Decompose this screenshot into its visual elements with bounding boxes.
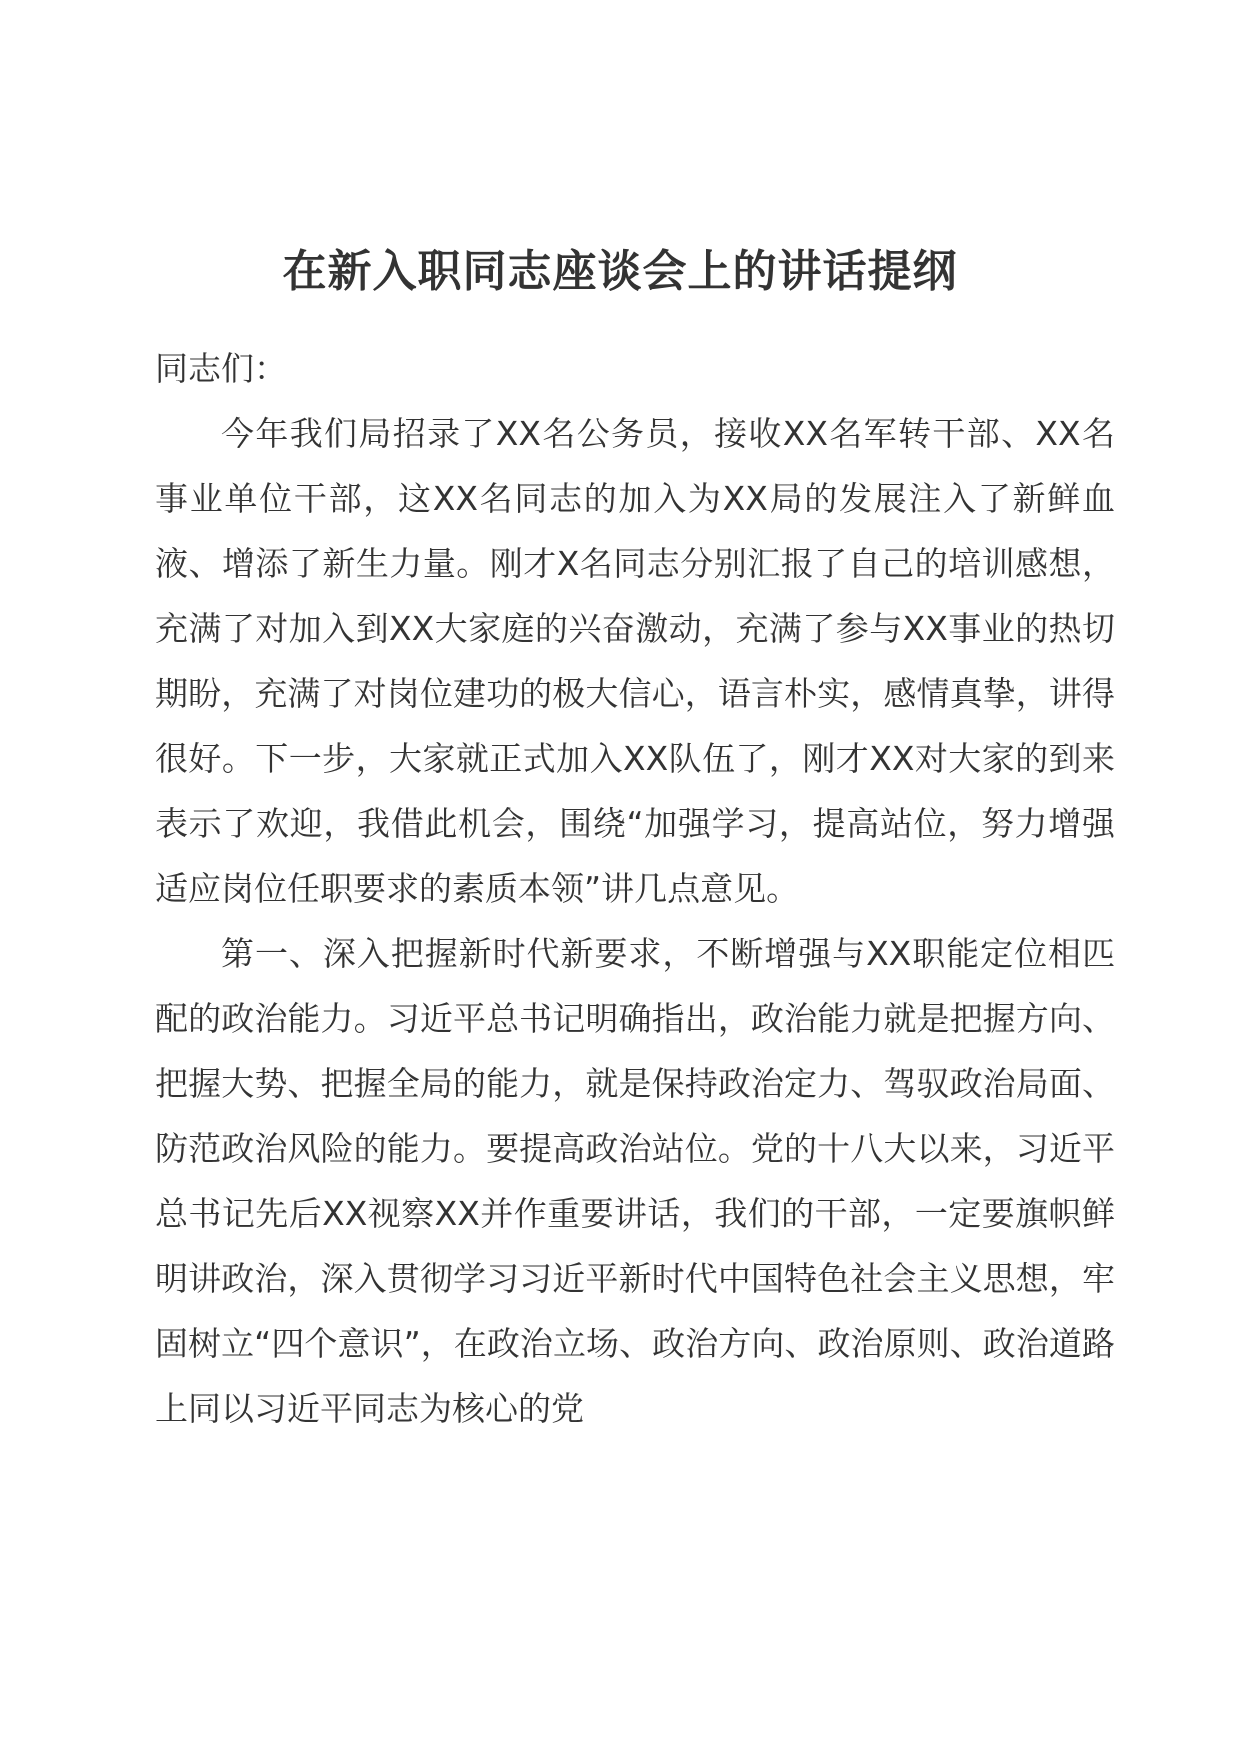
salutation: 同志们： — [155, 349, 287, 388]
paragraph-intro: 今年我们局招录了XX名公务员，接收XX名军转干部、XX名事业单位干部，这XX名同志的加入为XX局的发展注入了新鲜血液、增添了新生力量。刚才X名同志分别汇报了自己的培训感想，充满了对加入到XX大家庭的兴奋激动，充满了参与XX事业的热切期盼，充满了对岗位建功的极大信心，语言朴实，感情真挚，讲得很好。下一步，大家就正式加入XX队伍了，刚才XX对大家的到来表示了欢迎，我借此机会，围绕“加强学习，提高站位，努力增强适应岗位任职要求的素质本领”讲几点意见。 — [155, 414, 1115, 908]
document-title: 在新入职同志座谈会上的讲话提纲 — [282, 246, 958, 297]
paragraph-first-point: 第一、深入把握新时代新要求，不断增强与XX职能定位相匹配的政治能力。习近平总书记明确指出，政治能力就是把握方向、把握大势、把握全局的能力，就是保持政治定力、驾驭政治局面、防范政治风险的能力。要提高政治站位。党的十八大以来，习近平总书记先后XX视察XX并作重要讲话，我们的干部，一定要旗帜鲜明讲政治，深入贯彻学习习近平新时代中国特色社会主义思想，牢固树立“四个意识”，在政治立场、政治方向、政治原则、政治道路上同以习近平同志为核心的党 — [155, 934, 1115, 1428]
document-body — [155, 336, 1115, 1441]
